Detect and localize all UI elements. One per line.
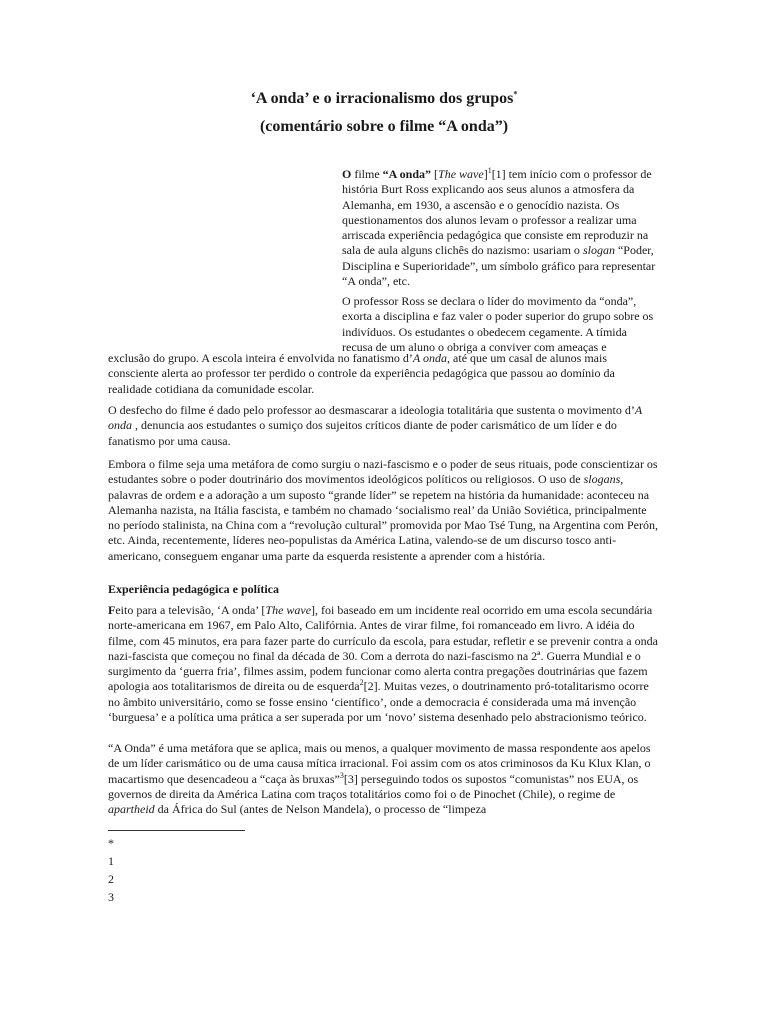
onda-text-1: “A Onda” é uma metáfora que se aplica, mais ou menos, a qualquer movimento de massa respondente aos apelos de um líder carismático ou de uma causa mítica irracional. Foi assim com os atos criminosos da Ku Klux Klan, o macartismo que desencadeou a “caça às bruxas” <box>108 741 651 786</box>
intro-text-5: “Poder, Disciplina e Superioridade”, um símbolo gráfico para representar “A onda”, etc. <box>342 243 656 289</box>
feito-paragraph <box>108 603 658 725</box>
intro-text-4: [1] tem início com o professor de história Burt Ross explicando aos seus alunos a atmosfera da Alemanha, em 1930, a ascensão e o genocídio nazista. Os questionamentos dos alunos levam o professor a realizar uma arriscada experiência pedagógica que consiste em reproduzir na sala de aula alguns clichês do nazismo: usariam o <box>342 167 652 258</box>
desfecho-text-2: , denuncia aos estudantes o sumiço dos sujeitos críticos diante de poder carismático de um líder e do fanatismo por uma causa. <box>108 418 617 448</box>
document-subtitle: (comentário sobre o filme “A onda”) <box>259 118 509 135</box>
ross-text-2: , até que um casal de alunos mais consciente alerta ao professor ter perdido o controle da experiência pedagógica que passou ao domínio da realidade cotidiana da comunidade escolar. <box>108 351 615 396</box>
footnote-star: * <box>108 836 114 850</box>
intro-text-3: ] <box>483 167 488 181</box>
title-footnote-mark: * <box>513 89 518 99</box>
document-title <box>0 90 768 108</box>
desfecho-italic: A onda <box>108 403 642 433</box>
footnote-ref-3[interactable]: 3 <box>339 770 344 780</box>
slogan-term: slogan <box>582 243 615 258</box>
footnote-ref-2[interactable]: 2 <box>359 678 364 688</box>
ross-italic: A onda <box>412 351 448 365</box>
film-title-english: The wave <box>438 167 484 181</box>
onda-text-2: [3] perseguindo todos os supostos “comunistas” nos EUA, os governos de direita da América Latina com traços totalitários como foi o de Pinochet (Chile), o regime de <box>108 771 639 801</box>
footnote-ref-1[interactable]: 1 <box>487 166 492 175</box>
drop-letter-f: F <box>108 603 116 617</box>
desfecho-paragraph <box>108 403 658 449</box>
onda-italic: apartheid <box>108 802 155 817</box>
ross-paragraph-column: O professor Ross se declara o líder do movimento da “onda”, exorta a disciplina e faz valer o poder superior do grupo sobre os indivíduos. Os estudantes o obedecem cegamente. A tímida recusa de um aluno o obriga a conviver com ameaças e <box>342 294 654 354</box>
embora-italic: slogans <box>583 472 621 487</box>
footnote-1: 1 <box>108 854 114 868</box>
ross-paragraph-continued <box>108 351 658 397</box>
film-title: “A onda” <box>382 167 432 181</box>
desfecho-text-1: O desfecho do filme é dado pelo professor ao desmascarar a ideologia totalitária que sustenta o movimento d’ <box>108 403 635 417</box>
onda-text-3: da África do Sul (antes de Nelson Mandela), o processo de “limpeza <box>154 802 487 817</box>
drop-letter-o: O <box>342 167 352 181</box>
feito-italic: The wave <box>265 603 312 617</box>
intro-paragraph <box>342 167 658 289</box>
embora-text-1: Embora o filme seja uma metáfora de como surgiu o nazi-fascismo e o poder de seus rituais, pode conscientizar os estudantes sobre o poder doutrinário dos movimentos ideológicos políticos ou religiosos. O uso de <box>108 457 658 487</box>
feito-text-1: eito para a televisão, ‘A onda’ [ <box>115 603 266 617</box>
footnote-2: 2 <box>108 872 114 886</box>
feito-text-3: [2]. Muitas vezes, o doutrinamento pró-totalitarismo ocorre no âmbito universitário, como se fosse ensino ‘científico’, onde a democracia é considerada uma má invenção ‘burguesa’ e a política uma prática a ser superada por um ‘novo’ sistema desenhado pelo abstracionismo teórico. <box>108 679 649 725</box>
footnote-separator <box>108 830 245 831</box>
title-text: ‘A onda’ e o irracionalismo dos grupos <box>250 90 514 107</box>
footnote-3: 3 <box>108 890 114 904</box>
ross-text-1: exclusão do grupo. A escola inteira é envolvida no fanatismo d’ <box>108 351 413 365</box>
embora-paragraph <box>108 457 658 564</box>
intro-text-1: filme <box>351 167 383 181</box>
section-heading: Experiência pedagógica e política <box>108 582 279 596</box>
onda-paragraph <box>108 741 658 817</box>
intro-text-2: [ <box>431 167 439 181</box>
feito-text-2: ], foi baseado em um incidente real ocorrido em uma escola secundária norte-americana em 1967, em Palo Alto, Califórnia. Antes de virar filme, foi romanceado em livro. A idéia do filme, com 45 minutos, era para fazer parte do currículo da escola, para estudar, refletir e se prevenir contra a onda nazi-fascista que começou no final da década de 30. Com a derrota do nazi-fascismo na 2ª. Guerra Mundial e o surgimento da ‘guerra fria’, filmes assim, podem funcionar como alerta contra pregações doutrinárias que fazem apologia aos totalitarismos de direita ou de esquerda <box>108 603 658 694</box>
embora-text-2: , palavras de ordem e a adoração a um suposto “grande líder” se repetem na história da humanidade: aconteceu na Alemanha nazista, na Itália fascista, e também no chamado ‘socialismo real’ da União Soviética, principalmente no período stalinista, na China com a “revolução cultural” promovida por Mao Tsé Tung, na Argentina com Perón, etc. Ainda, recentemente, líderes neo-populistas da América Latina, valendo-se de um discurso tosco anti-americano, conseguem enganar uma parte da esquerda resistente a aprender com a história. <box>108 472 658 563</box>
